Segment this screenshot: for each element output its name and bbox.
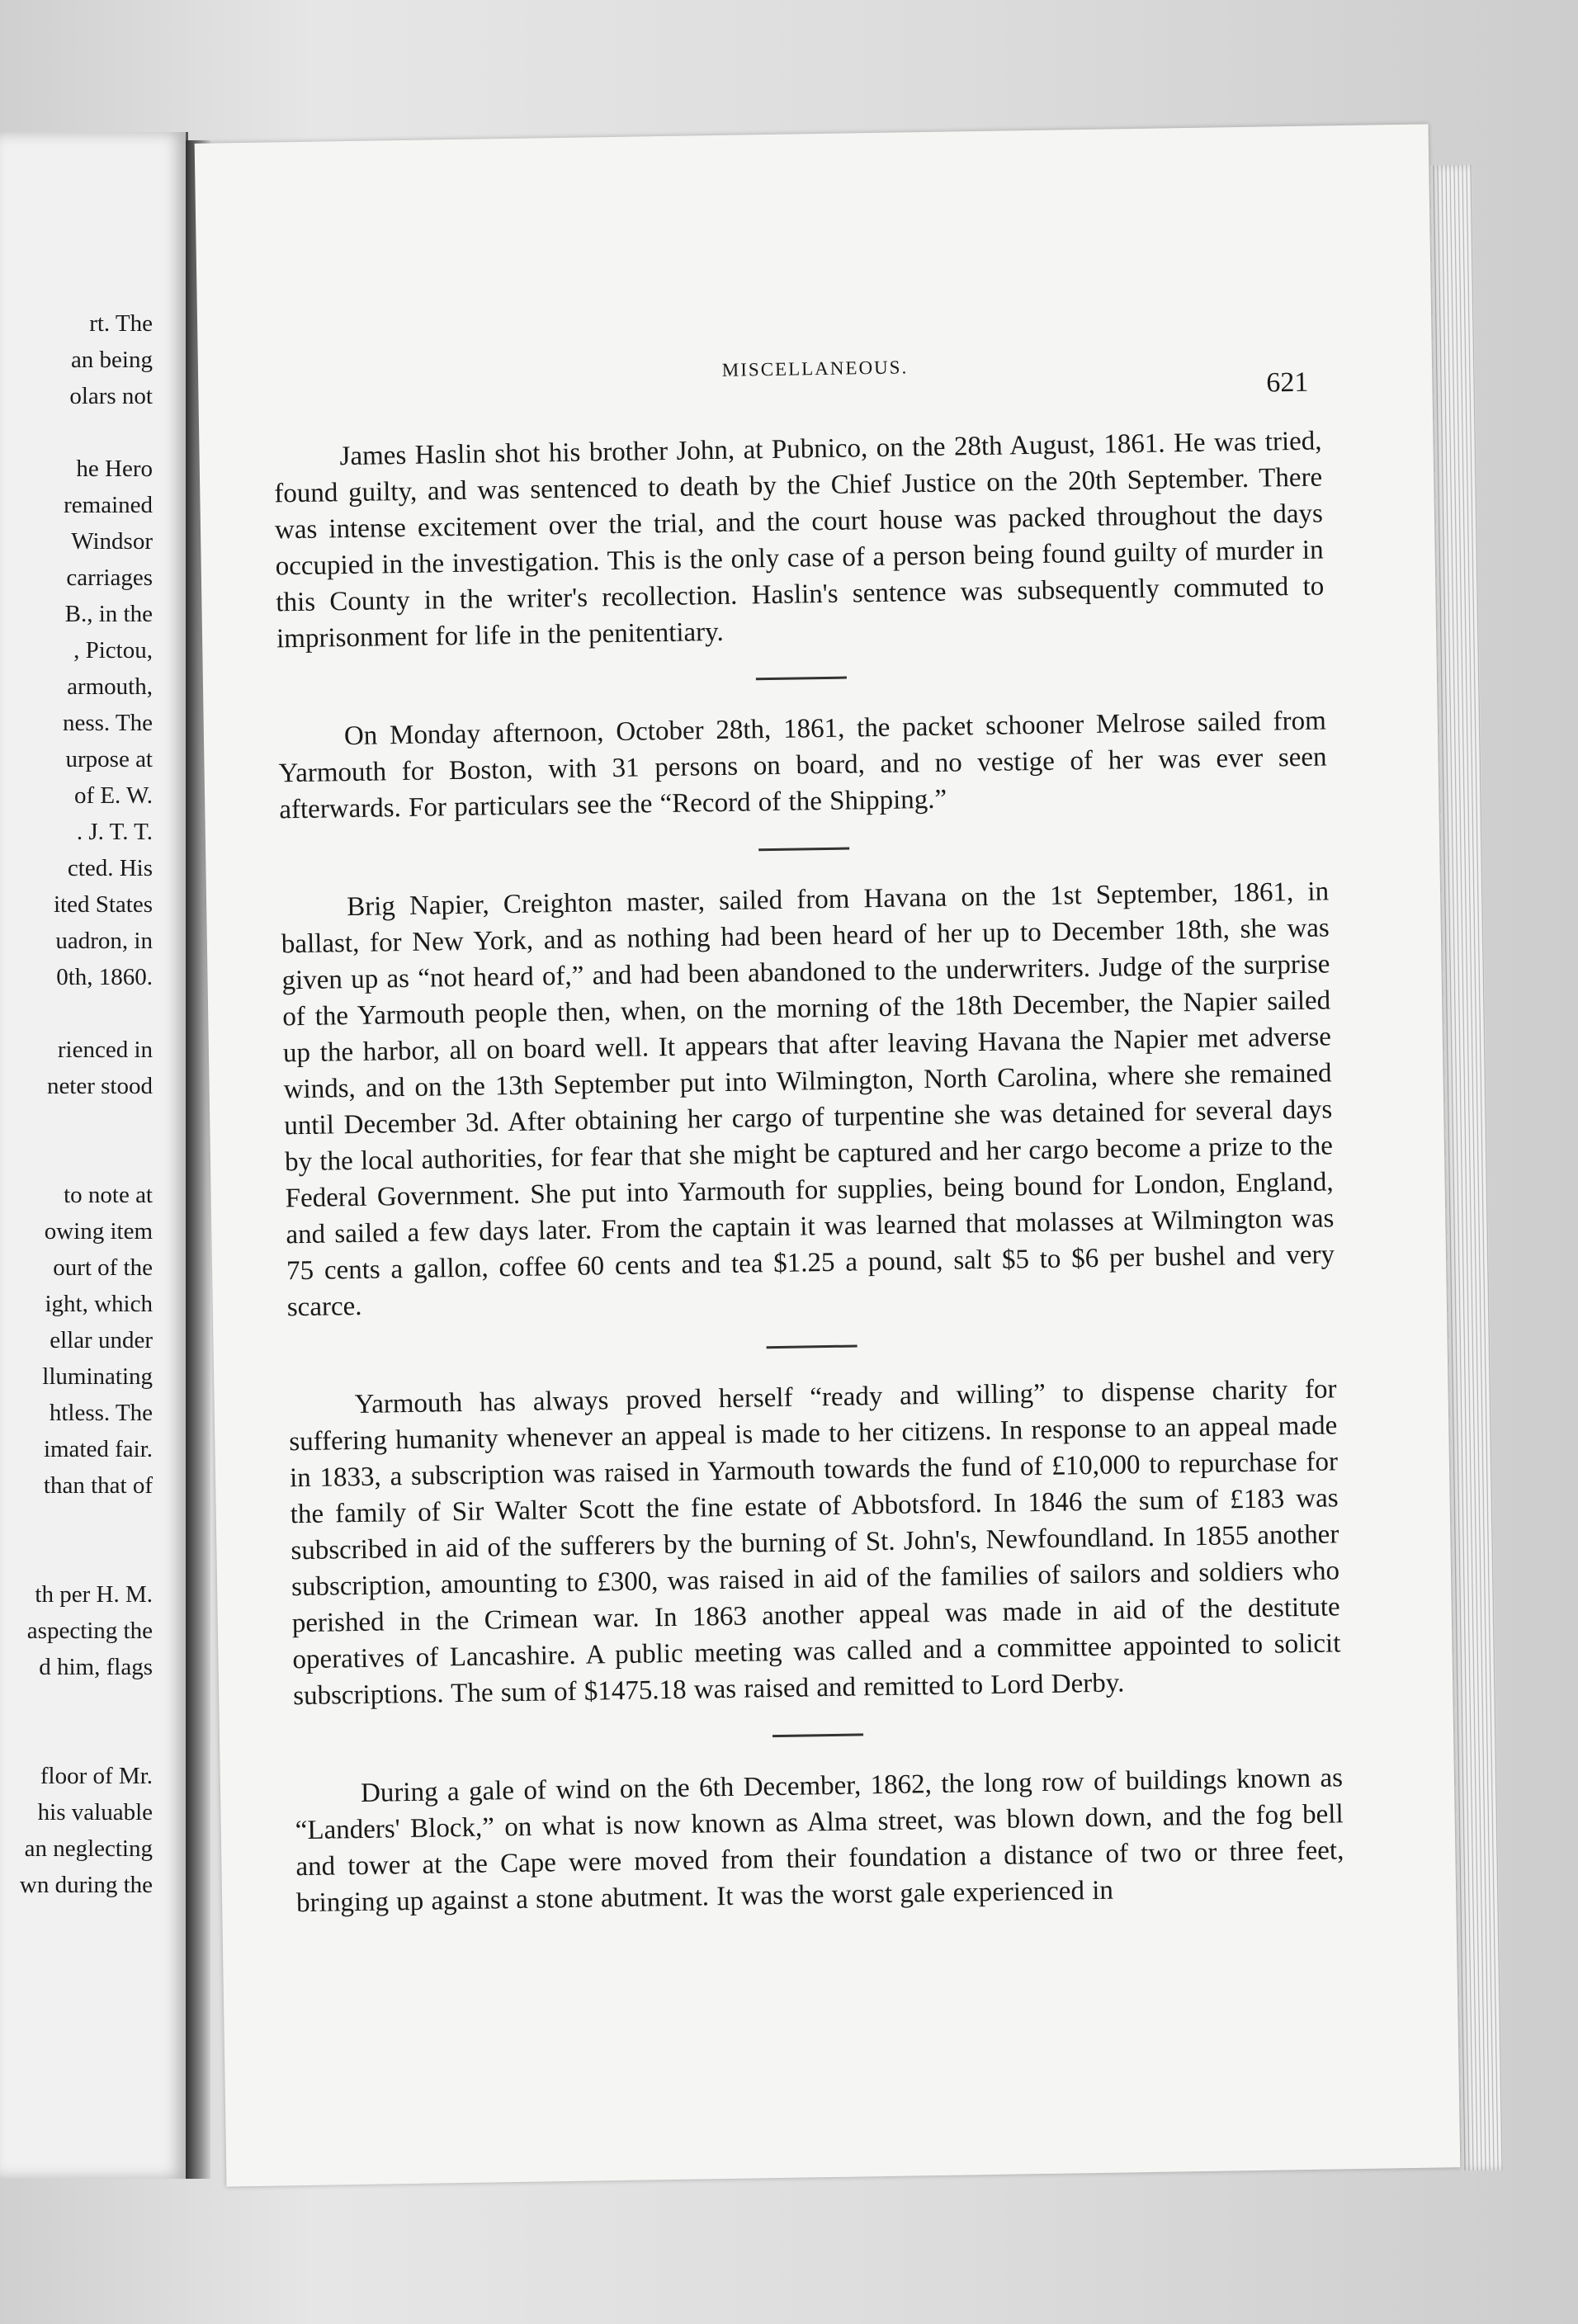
facing-page-line: 0th, 1860. (56, 964, 153, 990)
facing-page-line: floor of Mr. (40, 1763, 153, 1789)
facing-page-line: armouth, (67, 673, 153, 700)
section-divider (758, 848, 849, 852)
page-number: 621 (1266, 366, 1309, 399)
facing-page-line: uadron, in (55, 928, 153, 954)
facing-page-fragment (0, 132, 188, 2179)
facing-page-line: urpose at (65, 746, 153, 772)
section-divider (772, 1733, 863, 1737)
facing-page-line: owing item (44, 1218, 153, 1245)
facing-page-line: than that of (43, 1472, 153, 1499)
facing-page-line: htless. The (49, 1400, 153, 1426)
section-divider (756, 677, 847, 681)
facing-page-line: aspecting the (26, 1618, 153, 1644)
facing-page-line: rt. The (89, 310, 153, 337)
facing-page-line: d him, flags (39, 1654, 153, 1680)
running-head: MISCELLANEOUS. (721, 357, 909, 380)
facing-page-line: imated fair. (43, 1436, 153, 1462)
facing-page-line: his valuable (37, 1799, 153, 1826)
facing-page-line: to note at (64, 1182, 153, 1208)
paragraph-napier: Brig Napier, Creighton master, sailed from Havana on the 1st September, 1861, in ballast, for New York, and as nothing had been heard of her up to December 18th, she was given up as “not heard of,” and had been abandoned to the underwriters. Judge of the surprise of the Yarmouth people then, when, on the morning of the 18th December, the Napier sailed up the harbor, all on board well. It appears that after leaving Havana the Napier met adverse winds, and on the 13th September put into Wilmington, North Carolina, where she remained until December 3d. After obtaining her cargo of turpentine she was detained for several days by the local authorities, for fear that she might be captured and her cargo become a prize to the Federal Government. She put into Yarmouth for supplies, being bound for London, England, and sailed a few days later. From the captain it was learned that molasses at Wilmington was 75 cents a gallon, coffee 60 cents and tea $1.25 a pound, salt $5 to $6 per bushel and very scarce. (281, 876, 1335, 1323)
facing-page-line: an neglecting (24, 1835, 153, 1862)
section-divider (767, 1344, 858, 1349)
paragraph-gale: During a gale of wind on the 6th December, 1862, the long row of buildings known as “Landers' Block,” on what is now known as Alma street, was blown down, and the fog bell and tower at the Cape were moved from their foundation a distance of two or three feet, bringing up against a stone abutment. It was the worst gale experienced in (295, 1763, 1344, 1919)
facing-page-line: Windsor (71, 528, 153, 555)
facing-page-line: B., in the (64, 601, 153, 627)
facing-page-line: an being (70, 347, 153, 373)
paragraph-haslin: James Haslin shot his brother John, at Pubnico, on the 28th August, 1861. He was tried, found guilty, and was sentenced to death by the Chief Justice on the 20th September. There was intense excitement over the trial, and the court house was packed throughout the days occupied in the investigation. This is the only case of a person being found guilty of murder in this County in the writer's recollection. Haslin's sentence was subsequently commuted to imprisonment for life in the penitentiary. (274, 426, 1325, 654)
facing-page-line: lluminating (42, 1363, 153, 1390)
facing-page-line: carriages (66, 564, 153, 591)
facing-page-line: th per H. M. (35, 1581, 153, 1608)
book-page (195, 124, 1461, 2186)
facing-page-line: ourt of the (53, 1254, 153, 1281)
facing-page-line: of E. W. (73, 782, 153, 809)
facing-page-line: he Hero (76, 456, 153, 482)
facing-page-line: , Pictou, (73, 637, 153, 664)
facing-page-line: ellar under (50, 1327, 153, 1353)
facing-page-line: wn during the (19, 1872, 153, 1898)
facing-page-line: ited States (53, 891, 153, 918)
facing-page-line: cted. His (67, 855, 153, 881)
paragraph-melrose: On Monday afternoon, October 28th, 1861, the packet schooner Melrose sailed from Yarmouth for Boston, with 31 persons on board, and no vestige of her was ever seen afterwards. For particulars see the “Record of the Shipping.” (278, 706, 1327, 825)
facing-page-line: rienced in (57, 1037, 153, 1063)
page-content (273, 423, 1344, 1921)
facing-page-line: ness. The (62, 710, 153, 736)
facing-page-line: remained (64, 492, 153, 518)
paragraph-charity: Yarmouth has always proved herself “ready and willing” to dispense charity for suffering humanity whenever an appeal is made to her citizens. In response to an appeal made in 1833, a subscription was raised in Yarmouth towards the fund of £10,000 to repurchase for the family of Sir Walter Scott the fine estate of Abbotsford. In 1846 the sum of £183 was subscribed in aid of the sufferers by the burning of St. John's, Newfoundland. In 1855 another subscription, amounting to £300, was raised in aid of the families of sailors and soldiers who perished in the Crimean war. In 1863 another appeal was made in aid of the destitute operatives of Lancashire. A public meeting was called and a committee appointed to solicit subscriptions. The sum of $1475.18 was raised and remitted to Lord Derby. (289, 1374, 1341, 1712)
facing-page-line: ight, which (45, 1291, 153, 1317)
facing-page-line: . J. T. T. (76, 819, 153, 845)
facing-page-line: neter stood (46, 1073, 153, 1099)
facing-page-line: olars not (69, 383, 153, 409)
